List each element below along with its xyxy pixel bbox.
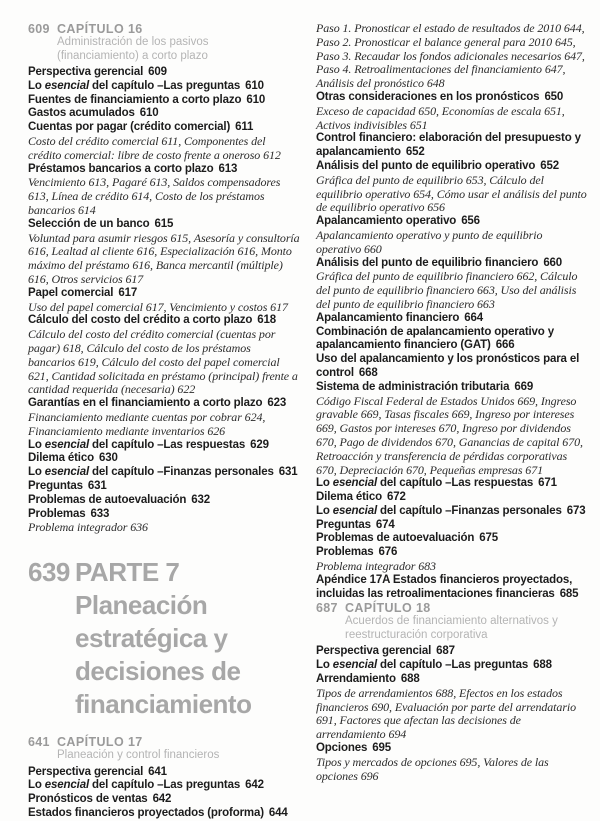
- toc-entry-page: 675: [479, 532, 499, 545]
- toc-entry-text: Preguntas: [316, 518, 371, 531]
- toc-entry-page: 664: [464, 311, 483, 324]
- toc-entry: [28, 793, 300, 807]
- toc-entry-page: 688: [400, 673, 420, 686]
- toc-entry-text: Garantías en el financiamiento a corto plazo: [28, 397, 263, 410]
- chapter-heading-text: [57, 22, 300, 63]
- toc-entry-page: 617: [118, 286, 138, 299]
- chapter-heading: [28, 735, 300, 763]
- toc-entry: [316, 546, 590, 560]
- toc-subentry: Gráfica del punto de equilibrio 653, Cálculo del equilibrio operativo 654, Cómo usar el análisis del punto de equilibrio operativo 656: [316, 172, 587, 215]
- toc-subentry: Uso del papel comercial 617, Vencimiento y costos 617: [28, 299, 288, 314]
- toc-entry-text: Cálculo del costo del crédito a corto plazo: [28, 314, 253, 327]
- toc-entry-page: 652: [540, 159, 560, 172]
- toc-entry-page: 623: [267, 397, 287, 410]
- toc-subentry: Costo del crédito comercial 611, Componentes del crédito comercial: libre de costo frente a oneroso 612: [28, 133, 281, 162]
- toc-subentry: Tipos y mercados de opciones 695, Valores de las opciones 696: [316, 754, 549, 783]
- toc-entry-text: del capítulo –Finanzas personales: [89, 466, 274, 479]
- toc-entry: [28, 480, 300, 494]
- toc-entry: [316, 91, 590, 105]
- toc-entry-page: 631: [278, 466, 298, 479]
- toc-entry-page: 685: [559, 587, 579, 600]
- toc-entry-text: esencial: [44, 466, 89, 479]
- toc-entry: [28, 508, 300, 522]
- toc-entry: [316, 257, 590, 271]
- toc-entry-text: esencial: [332, 659, 377, 672]
- toc-entry-text: del capítulo –Las respuestas: [377, 477, 534, 490]
- toc-entry-text: esencial: [44, 79, 89, 92]
- toc-entry-page: 656: [461, 215, 480, 228]
- toc-entry-text: Problemas: [28, 507, 86, 520]
- toc-entry-page: 641: [148, 765, 167, 778]
- toc-subentry: Código Fiscal Federal de Estados Unidos 669, Ingreso gravable 669, Tasas fiscales 669, Ingreso por intereses 669, Gastos por intereses 670, Ingreso por dividendos 670, Pago de dividendos 670, Ganancias de capital 670, Retroacción y transferencia de pérdidas corporativas 670, Depreciación 670, Pequeñas empresas 671: [316, 393, 583, 477]
- toc-entry-text: esencial: [332, 504, 377, 517]
- toc-subentry: Tipos de arrendamientos 688, Efectos en los estados financieros 690, Evaluación por parte del arrendatario 691, Factores que afectan las decisiones de arrendamiento 694: [316, 685, 577, 742]
- chapter-subtitle: Acuerdos de financiamiento alternativos y reestructuración corporativa: [345, 615, 558, 641]
- toc-entry-text: del capítulo –Las preguntas: [377, 659, 529, 672]
- toc-entry: [28, 452, 300, 466]
- toc-entry-text: Problemas: [316, 546, 374, 559]
- toc-entry-page: 650: [544, 90, 564, 103]
- toc-entry-page: 609: [148, 66, 167, 78]
- toc-entry-text: Problemas de autoevaluación: [28, 493, 187, 506]
- toc-entry-text: del capítulo –Las preguntas: [89, 79, 241, 92]
- part-label: PARTE 7: [75, 557, 180, 588]
- toc-entry-page: 610: [139, 107, 159, 120]
- chapter-page-number: 641: [28, 735, 50, 750]
- toc-subentry: Exceso de capacidad 650, Economías de escala 651, Activos indivisibles 651: [316, 103, 565, 132]
- toc-entry: [316, 532, 590, 546]
- toc-entry-page: 676: [378, 546, 398, 559]
- toc-entry-page: 618: [257, 314, 276, 327]
- chapter-heading-text: [57, 735, 300, 763]
- toc-entry: [316, 519, 590, 533]
- toc-entry: [28, 779, 300, 793]
- chapter-label: CAPÍTULO 17: [57, 735, 143, 750]
- toc-entry-text: Opciones: [316, 742, 368, 755]
- toc-entry: [316, 477, 590, 491]
- toc-column-left: [28, 22, 300, 821]
- toc-column-right: [316, 22, 590, 783]
- toc-entry-text: esencial: [44, 779, 89, 792]
- toc-entry: [28, 163, 300, 177]
- toc-entry-text: Lo: [28, 466, 45, 479]
- chapter-label: CAPÍTULO 18: [345, 601, 431, 616]
- toc-entry-text: Uso del apalancamiento y los pronósticos para el control: [316, 353, 580, 379]
- chapter-heading-text: [345, 601, 590, 642]
- chapter-heading: [28, 22, 300, 63]
- toc-entry: [28, 439, 300, 453]
- toc-entry: [28, 94, 300, 108]
- toc-entry-text: Problemas de autoevaluación: [316, 532, 475, 545]
- chapter-subtitle: Administración de los pasivos (financiamiento) a corto plazo: [57, 36, 209, 62]
- toc-entry-text: Gastos acumulados: [28, 107, 135, 120]
- toc-entry: [28, 314, 300, 328]
- toc-entry-page: 642: [245, 779, 264, 792]
- toc-entry-page: 669: [514, 380, 534, 393]
- toc-subentry: Paso 1. Pronosticar el estado de resultados de 2010 644, Paso 2. Pronosticar el balance general para 2010 645, Paso 3. Recaudar los fondos adicionales necesarios 647, Paso 4. Retroalimentaciones del financiamiento 647, Análisis del pronóstico 648: [316, 21, 585, 91]
- toc-entry: [316, 574, 590, 602]
- toc-entry-page: 668: [358, 366, 378, 379]
- toc-entry-page: 632: [191, 493, 211, 506]
- toc-subentry: Problema integrador 636: [28, 520, 148, 535]
- toc-subentry: Problema integrador 683: [316, 559, 436, 574]
- toc-entry: [28, 121, 300, 135]
- toc-entry-page: 688: [533, 659, 552, 672]
- toc-entry: [316, 659, 590, 673]
- toc-entry-page: 672: [386, 491, 406, 504]
- toc-entry: [316, 326, 590, 354]
- toc-entry-page: 631: [87, 479, 107, 492]
- toc-entry-text: Lo: [316, 659, 333, 672]
- toc-entry-text: Dilema ético: [316, 491, 382, 504]
- toc-entry: [28, 466, 300, 480]
- toc-entry: [28, 287, 300, 301]
- toc-entry: [28, 766, 300, 780]
- toc-entry-text: Combinación de apalancamiento operativo y apalancamiento financiero (GAT): [316, 325, 554, 352]
- toc-entry-page: 611: [235, 121, 254, 134]
- toc-entry-text: del capítulo –Finanzas personales: [377, 504, 562, 517]
- toc-entry-page: 687: [436, 645, 455, 658]
- toc-entry-text: Lo: [28, 438, 45, 451]
- part-title: Planeación estratégica y decisiones de financiamiento: [75, 590, 252, 720]
- toc-entry-text: Control financiero: elaboración del presupuesto y apalancamiento: [316, 132, 581, 159]
- toc-entry: [28, 66, 300, 80]
- toc-entry-text: Apéndice 17A Estados financieros proyectados, incluidas las retroalimentaciones financieras: [316, 573, 573, 600]
- toc-entry-text: Fuentes de financiamiento a corto plazo: [28, 93, 242, 106]
- toc-entry-text: Perspectiva gerencial: [316, 645, 432, 658]
- chapter-label: CAPÍTULO 16: [57, 22, 143, 36]
- toc-entry-page: 644: [268, 806, 288, 819]
- toc-entry: [316, 215, 590, 229]
- toc-entry-text: Preguntas: [28, 479, 83, 492]
- toc-subentry: Financiamiento mediante cuentas por cobrar 624, Financiamiento mediante inventarios 626: [28, 409, 266, 438]
- toc-entry-page: 615: [154, 217, 174, 230]
- toc-entry-page: 666: [495, 339, 515, 352]
- toc-entry-text: Arrendamiento: [316, 673, 396, 686]
- toc-entry-text: Lo: [28, 79, 45, 92]
- toc-entry: [316, 645, 590, 659]
- toc-entry-page: 610: [245, 79, 264, 92]
- toc-entry-page: 629: [250, 438, 269, 451]
- toc-entry: [316, 353, 590, 381]
- toc-entry-text: Apalancamiento operativo: [316, 215, 457, 228]
- toc-entry: [28, 80, 300, 94]
- toc-entry-page: 671: [538, 477, 557, 490]
- chapter-heading: [316, 601, 590, 642]
- toc-entry-text: Perspectiva gerencial: [28, 765, 144, 778]
- toc-entry-text: Lo: [28, 779, 45, 792]
- toc-entry-text: Estados financieros proyectados (proforma): [28, 806, 264, 819]
- toc-entry: [316, 505, 590, 519]
- toc-entry-page: 674: [375, 518, 395, 531]
- toc-entry-text: Otras consideraciones en los pronósticos: [316, 90, 540, 103]
- toc-entry-page: 630: [98, 452, 118, 465]
- toc-entry-text: Análisis del punto de equilibrio financiero: [316, 256, 539, 269]
- toc-entry-text: Dilema ético: [28, 452, 94, 465]
- toc-entry-text: Préstamos bancarios a corto plazo: [28, 162, 214, 175]
- toc-subentry: Vencimiento 613, Pagaré 613, Saldos compensadores 613, Línea de crédito 614, Costo de los préstamos bancarios 614: [28, 175, 281, 217]
- chapter-subtitle: Planeación y control financieros: [57, 749, 220, 762]
- toc-subentry: Voluntad para asumir riesgos 615, Asesoría y consultoría 616, Lealtad al cliente 616, Especialización 616, Monto máximo del préstamo 616, Banca mercantil (múltiple) 616, Otros servicios 617: [28, 230, 300, 286]
- toc-entry-text: Lo: [316, 477, 333, 490]
- toc-entry: [28, 494, 300, 508]
- toc-entry-page: 673: [566, 504, 586, 517]
- toc-entry: [316, 160, 590, 174]
- toc-entry-text: Lo: [316, 504, 333, 517]
- toc-entry-text: esencial: [332, 477, 377, 490]
- toc-entry: [28, 218, 300, 232]
- toc-entry-page: 610: [246, 93, 266, 106]
- toc-entry-page: 633: [90, 507, 110, 520]
- part-heading-text: [75, 556, 300, 721]
- toc-entry-text: Pronósticos de ventas: [28, 793, 148, 806]
- toc-entry-text: Apalancamiento financiero: [316, 311, 460, 324]
- toc-entry: [316, 742, 590, 756]
- toc-subentry: Cálculo del costo del crédito comercial (cuentas por pagar) 618, Cálculo del costo de los préstamos bancarios 619, Cálculo del costo del papel comercial 621, Cantidad solicitada en préstamo (principal) frente a cantidad requerida (necesaria) 622: [28, 327, 298, 397]
- toc-entry: [316, 312, 590, 326]
- toc-entry: [316, 381, 590, 395]
- toc-entry-text: del capítulo –Las preguntas: [89, 779, 241, 792]
- part-page-number: 639: [28, 557, 70, 588]
- toc-entry-page: 613: [218, 162, 238, 175]
- toc-entry-page: 695: [372, 742, 391, 755]
- toc-subentry: Apalancamiento operativo y punto de equilibrio operativo 660: [316, 227, 543, 256]
- toc-entry: [316, 132, 590, 160]
- toc-entry-text: Sistema de administración tributaria: [316, 380, 510, 393]
- toc-entry: [28, 397, 300, 411]
- chapter-page-number: 687: [316, 601, 338, 616]
- toc-entry: [316, 491, 590, 505]
- toc-entry: [316, 673, 590, 687]
- toc-entry-text: esencial: [44, 438, 89, 451]
- toc-entry-text: Papel comercial: [28, 286, 114, 299]
- toc-entry: [28, 807, 300, 821]
- part-heading: [28, 556, 300, 721]
- toc-entry-text: del capítulo –Las respuestas: [89, 438, 246, 451]
- toc-entry-text: Selección de un banco: [28, 217, 150, 230]
- toc-entry-text: Análisis del punto de equilibrio operativo: [316, 159, 536, 172]
- toc-subentry: Gráfica del punto de equilibrio financiero 662, Cálculo del punto de equilibrio financiero 663, Uso del análisis del punto de equilibrio financiero 663: [316, 269, 578, 311]
- toc-entry-page: 642: [152, 793, 172, 806]
- toc-entry-text: Perspectiva gerencial: [28, 66, 144, 78]
- chapter-page-number: 609: [28, 22, 50, 36]
- toc-entry-page: 652: [405, 146, 425, 159]
- toc-entry: [28, 107, 300, 121]
- toc-entry-page: 660: [543, 256, 563, 269]
- toc-entry-text: Cuentas por pagar (crédito comercial): [28, 121, 231, 134]
